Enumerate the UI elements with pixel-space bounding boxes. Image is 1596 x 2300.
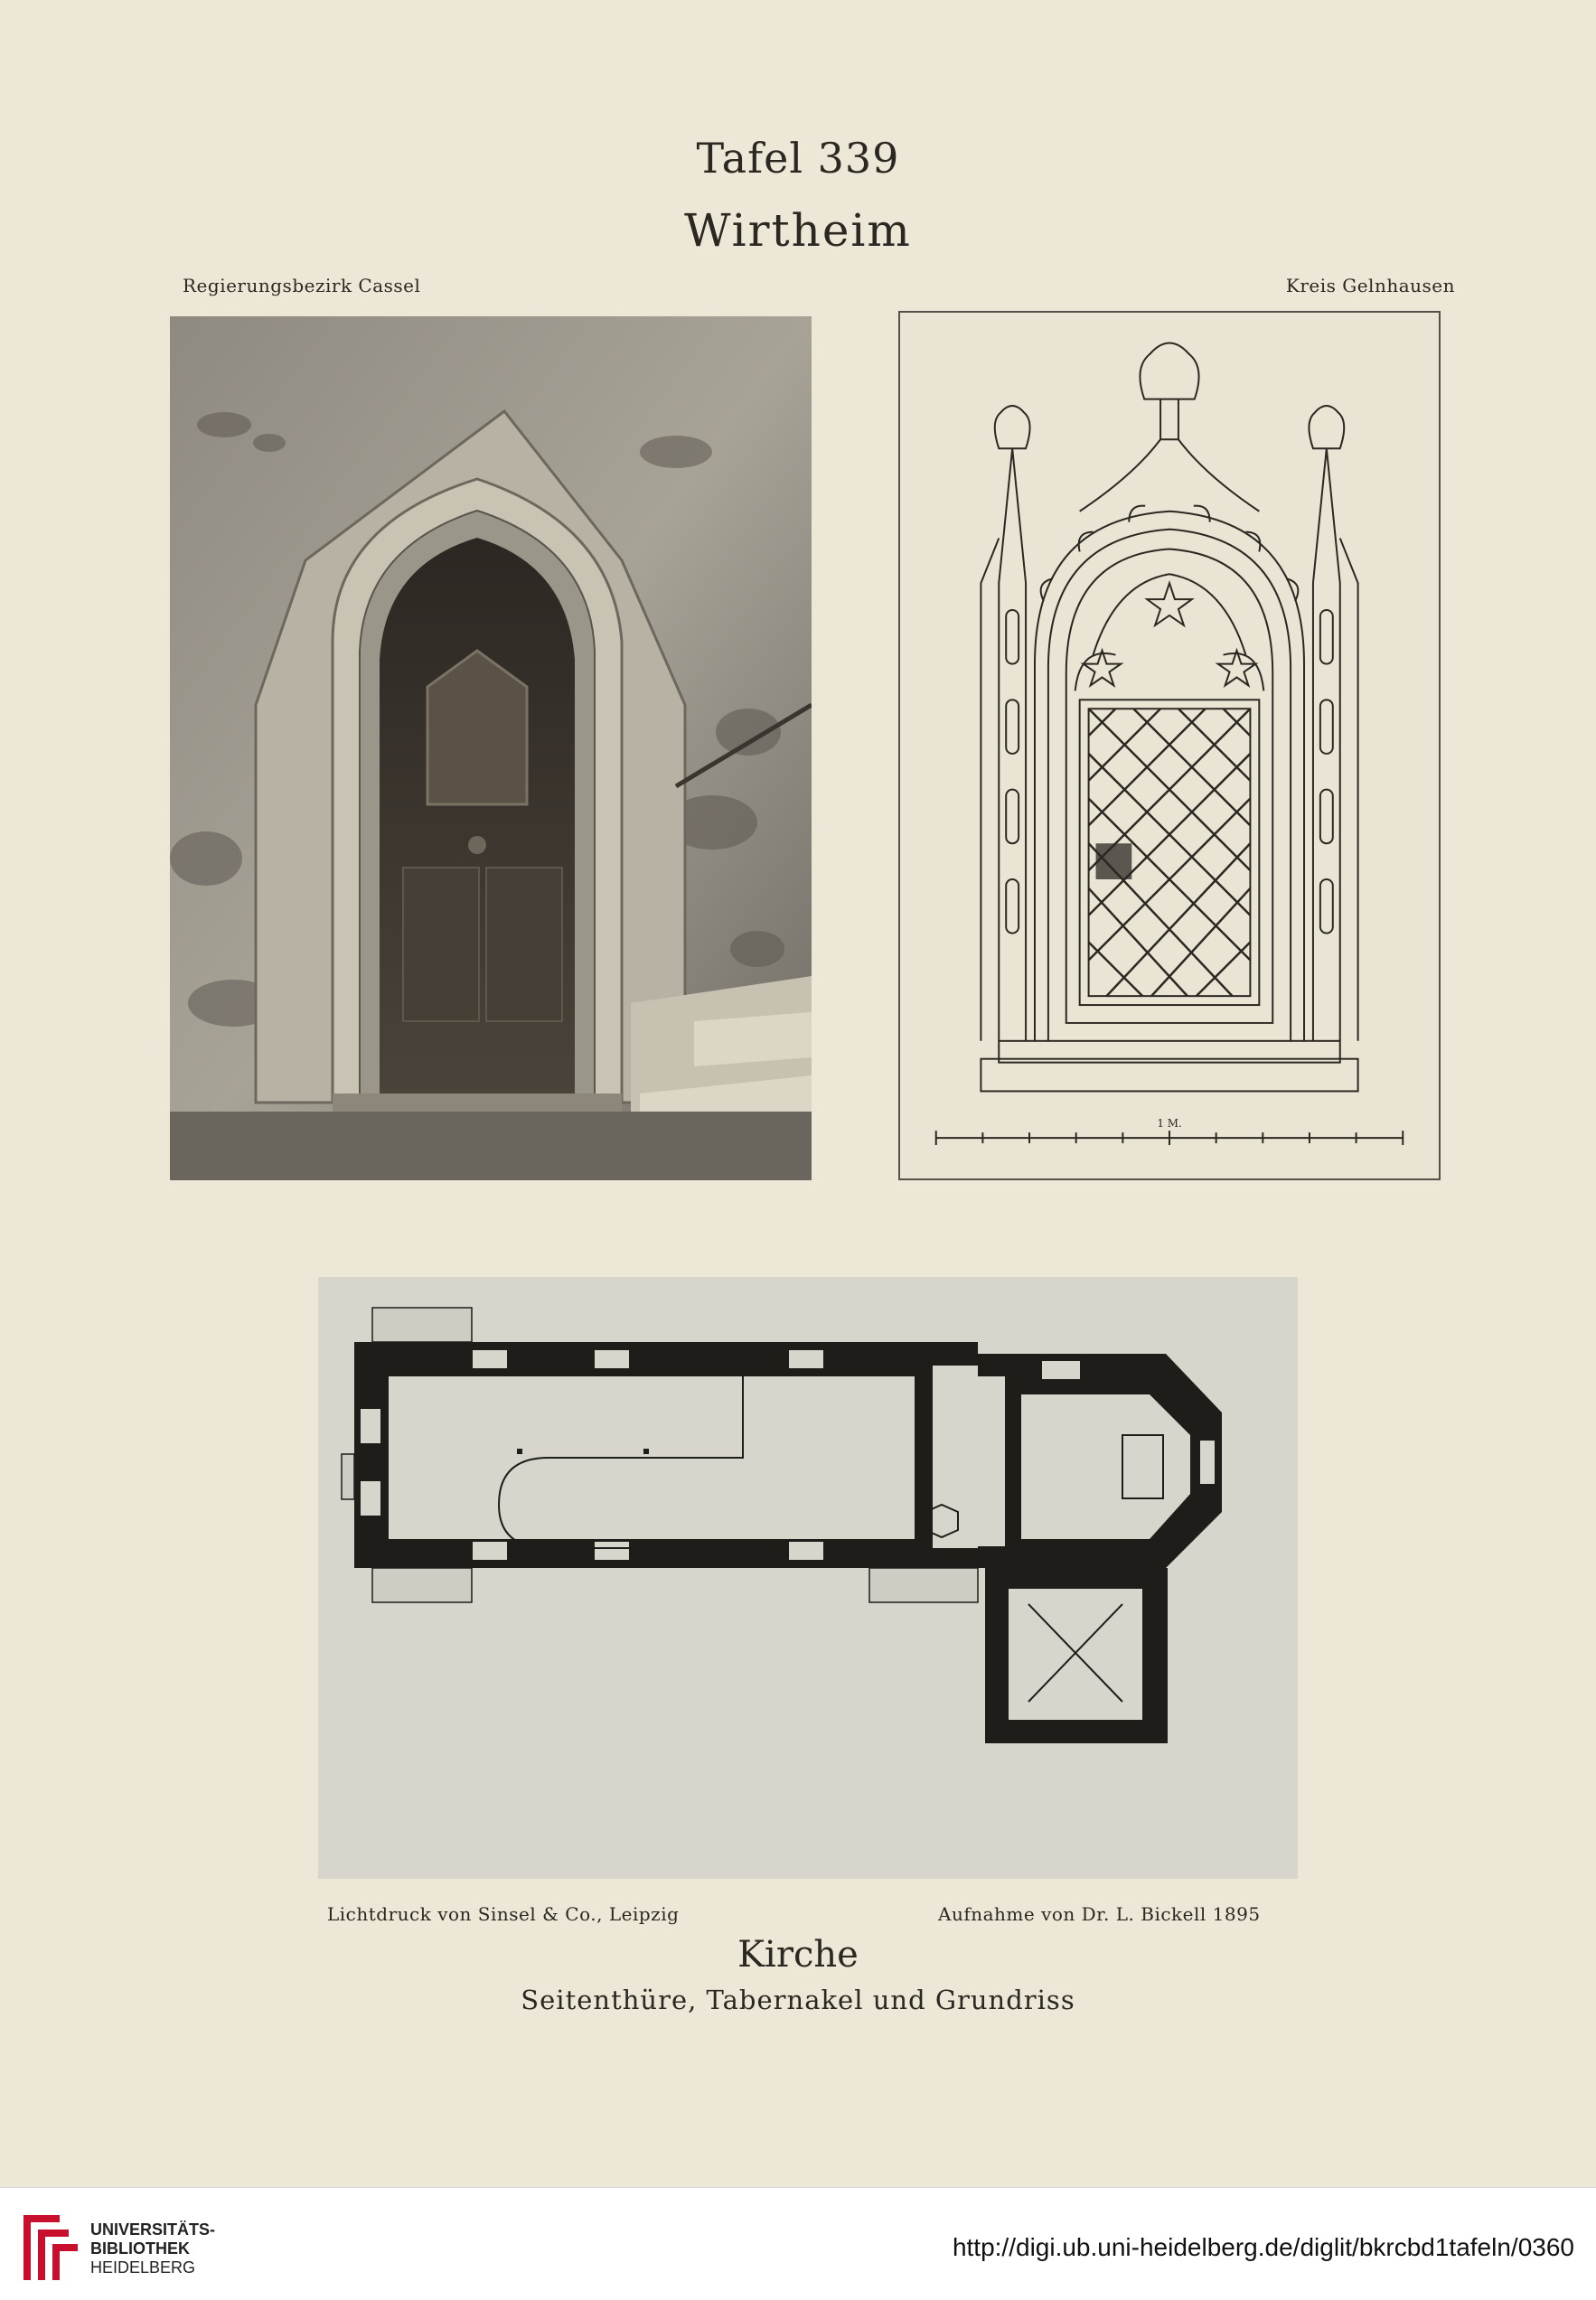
library-line-2: BIBLIOTHEK [90, 2239, 190, 2258]
library-name [90, 2220, 215, 2277]
plate-number: Tafel 339 [696, 134, 900, 183]
side-door-photograph [170, 316, 812, 1180]
district-left: Regierungsbezirk Cassel [183, 275, 421, 296]
tabernacle-svg [900, 313, 1439, 1178]
viewer-footer [0, 2187, 1596, 2300]
library-line-1: UNIVERSITÄTS- [90, 2220, 216, 2239]
caption-title: Kirche [737, 1934, 859, 1976]
plate-place: Wirtheim [684, 204, 912, 257]
tabernacle-drawing [898, 311, 1441, 1180]
university-logo-icon [18, 2208, 81, 2287]
printer-credit: Lichtdruck von Sinsel & Co., Leipzig [327, 1903, 680, 1925]
library-line-3: HEIDELBERG [90, 2258, 196, 2277]
district-right: Kreis Gelnhausen [1285, 275, 1455, 296]
permalink[interactable]: http://digi.ub.uni-heidelberg.de/diglit/bkrcbd1tafeln/0360 [952, 2233, 1574, 2261]
scale-label: 1 M. [1157, 1117, 1182, 1131]
church-ground-plan [318, 1277, 1298, 1879]
caption-subtitle: Seitenthüre, Tabernakel und Grundriss [521, 1985, 1075, 2015]
photographer-credit: Aufnahme von Dr. L. Bickell 1895 [938, 1903, 1261, 1925]
